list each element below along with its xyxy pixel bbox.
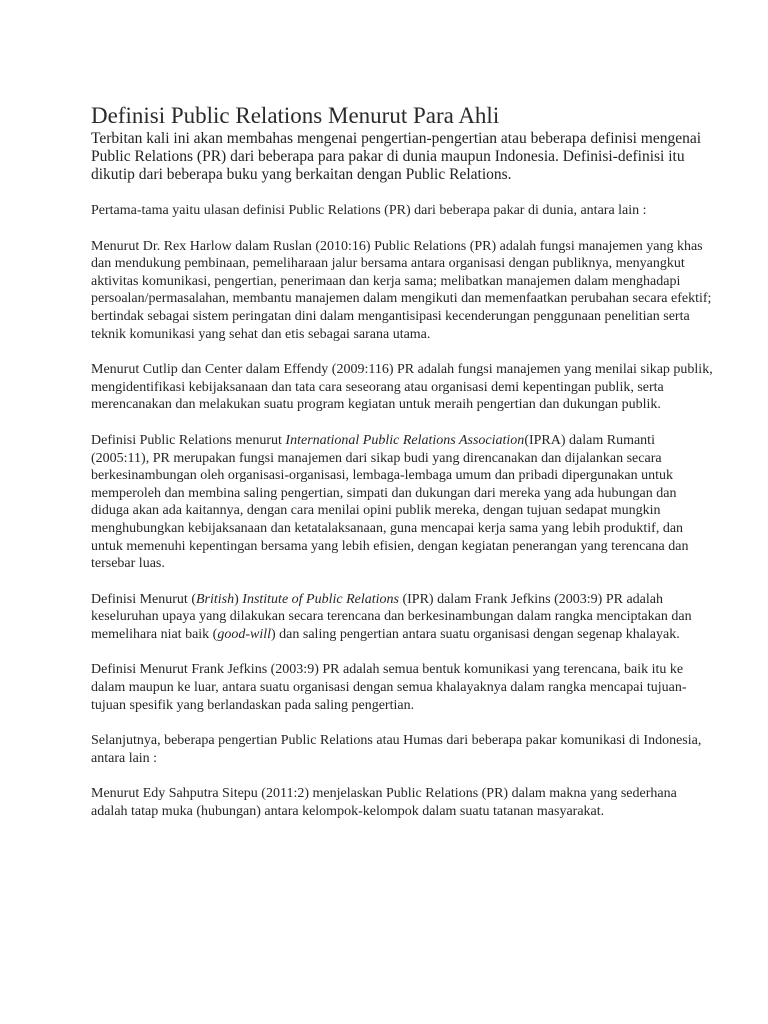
- text-span: ) dan saling pengertian antara suatu organisasi dengan segenap khalayak.: [271, 626, 680, 642]
- paragraph-rex-harlow: Menurut Dr. Rex Harlow dalam Ruslan (2010:16) Public Relations (PR) adalah fungsi manajemen yang khas dan mendukung pembinaan, pemeliharaan jalur bersama antara organisasi dengan publiknya, menyangkut aktivitas komunikasi, pengertian, penerimaan dan kerja sama; melibatkan manajemen dalam menghadapi persoalan/permasalahan, membantu manajemen dalam mengikuti dan memenfaatkan perubahan secara efektif; bertindak sebagai sistem peringatan dini dalam mengantisipasi kecenderungan penggunaan penelitian serta teknik komunikasi yang sehat dan etis sebagai sarana utama.: [91, 238, 712, 342]
- text-span: (IPRA) dalam Rumanti (2005:11), PR merupakan fungsi manajemen dari sikap budi yang direncanakan dan dijalankan secara berkesinambungan oleh organisasi-organisasi, lembaga-lembaga umum dan pribadi dipergunakan untuk memperoleh dan membina saling pengertian, simpati dan dukungan dari mereka yang ada hubungan dan diduga akan ada kaitannya, dengan cara menilai opini publik mereka, dengan tujuan sedapat mungkin menghubungkan kebijaksanaan dan ketatalaksanaan, guna mencapai kerja sama yang lebih produktif, dan untuk memenuhi kepentingan bersama yang lebih efisien, dengan kegiatan penerangan yang terencana dan tersebar luas.: [91, 432, 689, 572]
- text-span: Definisi Menurut (: [91, 591, 196, 607]
- italic-good-will: good-will: [217, 626, 272, 642]
- paragraph-world-experts-intro: Pertama-tama yaitu ulasan definisi Public Relations (PR) dari beberapa pakar di dunia, antara lain :: [91, 203, 647, 218]
- italic-british: British: [195, 591, 235, 607]
- paragraph-ipr: [91, 591, 716, 644]
- paragraph-frank-jefkins: Definisi Menurut Frank Jefkins (2003:9) PR adalah semua bentuk komunikasi yang terencana, baik itu ke dalam maupun ke luar, antara suatu organisasi dengan semua khalayaknya dalam rangka mencapai tujuan-tujuan spesifik yang berlandaskan pada saling pengertian.: [91, 662, 687, 713]
- paragraph-cutlip-center: Menurut Cutlip dan Center dalam Effendy (2009:116) PR adalah fungsi manajemen yang menilai sikap publik, mengidentifikasi kebijaksanaan dan tata cara seseorang atau organisasi demi kepentingan publik, serta merencanakan dan melakukan suatu program kegiatan untuk meraih pengertian dan dukungan publik.: [91, 362, 713, 413]
- intro-paragraph: Terbitan kali ini akan membahas mengenai pengertian-pengertian atau beberapa definisi mengenai Public Relations (PR) dari beberapa para pakar di dunia maupun Indonesia. Definisi-definisi itu dikutip dari beberapa buku yang berkaitan dengan Public Relations.: [91, 130, 702, 183]
- page-title: Definisi Public Relations Menurut Para Ahli: [91, 103, 500, 128]
- paragraph-ipra: [91, 432, 716, 573]
- italic-org-name: International Public Relations Association: [285, 432, 525, 448]
- italic-institute-name: Institute of Public Relations: [242, 591, 399, 607]
- document-page: [91, 103, 716, 821]
- paragraph-indonesia-experts-intro: Selanjutnya, beberapa pengertian Public Relations atau Humas dari beberapa pakar komunikasi di Indonesia, antara lain :: [91, 733, 702, 766]
- text-span: (IPR) dalam Frank Jefkins (2003:9) PR adalah keseluruhan upaya yang dilakukan secara terencana dan berkesinambungan dalam rangka menciptakan dan memelihara niat baik (: [91, 591, 692, 642]
- text-span: ): [234, 591, 243, 607]
- text-span: Definisi Public Relations menurut: [91, 432, 286, 448]
- paragraph-edy-sitepu: Menurut Edy Sahputra Sitepu (2011:2) menjelaskan Public Relations (PR) dalam makna yang sederhana adalah tatap muka (hubungan) antara kelompok-kelompok dalam suatu tatanan masyarakat.: [91, 786, 677, 820]
